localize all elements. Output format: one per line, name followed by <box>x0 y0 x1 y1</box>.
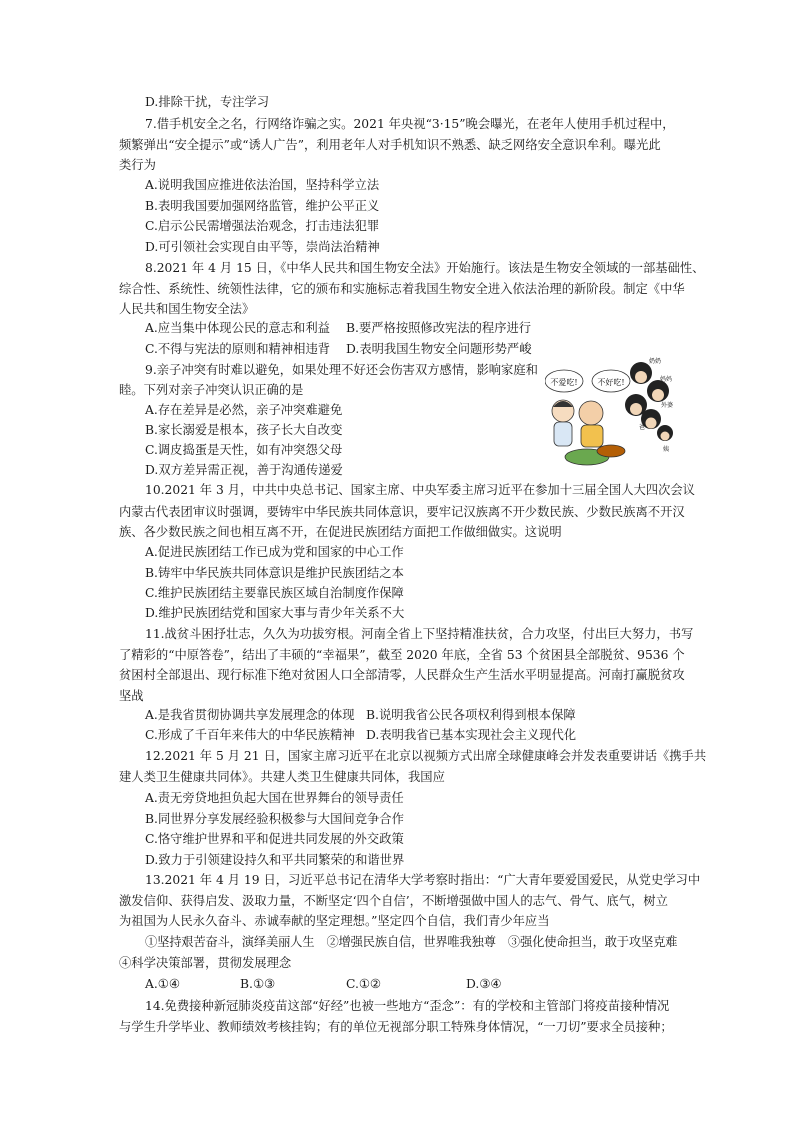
q7-option-b: B.表明我国要加强网络监管，维护公平正义 <box>145 199 380 213</box>
q12-option-a: A.责无旁贷地担负起大国在世界舞台的领导责任 <box>145 791 404 805</box>
q9-option-a: A.存在差异是必然，亲子冲突难避免 <box>145 403 343 417</box>
label-aunt: 姨 <box>663 446 670 453</box>
q10-stem-line: 10.2021 年 3 月，中共中央总书记、国家主席、中央军委主席习近平在参加十三届全国人大四次会议 <box>145 483 695 497</box>
q8-option-d: D.表明我国生物安全问题形势严峻 <box>346 342 532 356</box>
q10-option-d: D.维护民族团结党和国家大事与青少年关系不大 <box>145 606 405 620</box>
q9-option-b: B.家长溺爱是根本，孩子长大自改变 <box>145 423 343 437</box>
q7-stem-line: 7.借手机安全之名，行网络诈骗之实。2021 年央视“3·15”晚会曝光，在老年人使用手机过程中， <box>145 117 675 131</box>
q13-item-line: ①坚持艰苦奋斗，演绎美丽人生 ②增强民族自信，世界唯我独尊 ③强化使命担当，敢于攻坚克难 <box>145 935 678 949</box>
label-dad: 爸 <box>639 424 646 431</box>
q10-stem-line: 族、各少数民族之间也相互离不开，在促进民族团结方面把工作做细做实。这说明 <box>119 525 562 539</box>
q10-option-a: A.促进民族团结工作已成为党和国家的中心工作 <box>145 545 404 559</box>
q8-stem-line: 综合性、系统性、统领性法律，它的颁布和实施标志着我国生物安全进入依法治理的新阶段。制定《中华 <box>119 282 685 296</box>
q12-option-b: B.同世界分享发展经验积极参与大国间竞争合作 <box>145 812 404 826</box>
label-mom: 妈妈 <box>660 376 673 383</box>
q11-stem-line: 11.战贫斗困抒壮志，久久为功拔穷根。河南全省上下坚持精准扶贫，合力攻坚，付出巨大努力，书写 <box>145 627 694 641</box>
q11-option-a: A.是我省贯彻协调共享发展理念的体现 <box>145 708 355 722</box>
q12-stem-line: 建人类卫生健康共同体》。共建人类卫生健康共同体，我国应 <box>119 770 445 784</box>
q7-option-c: C.启示公民需增强法治观念，打击违法犯罪 <box>145 219 380 233</box>
q7-option-a: A.说明我国应推进依法治国，坚持科学立法 <box>145 178 380 192</box>
q8-stem-line: 8.2021 年 4 月 15 日，《中华人民共和国生物安全法》开始施行。该法是生物安全领域的一部基础性、 <box>145 261 705 275</box>
q11-stem-line: 坚战 <box>119 689 144 703</box>
q12-option-d: D.致力于引领建设持久和平共同繁荣的和谐世界 <box>145 853 405 867</box>
q8-option-a: A.应当集中体现公民的意志和利益 <box>145 321 330 335</box>
q12-option-c: C.恪守维护世界和平和促进共同发展的外交政策 <box>145 832 404 846</box>
q10-stem-line: 内蒙古代表团审议时强调，要铸牢中华民族共同体意识，要牢记汉族离不开少数民族、少数民族离不开汉 <box>119 505 685 519</box>
q12-stem-line: 12.2021 年 5 月 21 日，国家主席习近平在北京以视频方式出席全球健康峰会并发表重要讲话《携手共 <box>145 749 707 763</box>
q7-stem-line: 频繁弹出“安全提示”或“诱人广告”，利用老年人对手机知识不熟悉、缺乏网络安全意识牟利。曝光此 <box>119 138 661 152</box>
family-conflict-cartoon <box>545 355 673 471</box>
q11-option-b: B.说明我省公民各项权利得到根本保障 <box>366 708 576 722</box>
label-grandma-maternal: 外婆 <box>661 402 673 409</box>
q14-stem-line: 与学生升学毕业、教师绩效考核挂钩；有的单位无视部分职工特殊身体情况，“一刀切”要求全员接种； <box>119 1020 673 1034</box>
q13-stem-line: 13.2021 年 4 月 19 日，习近平总书记在清华大学考察时指出：“广大青年要爱国爱民，从党史学习中 <box>145 873 701 887</box>
speech-bubble-left-text: 不爱吃! <box>550 378 578 387</box>
q13-item-line: ④科学决策部署，贯彻发展理念 <box>119 956 292 970</box>
label-grandma: 奶奶 <box>649 358 662 365</box>
q8-option-b: B.要严格按照修改宪法的程序进行 <box>346 321 532 335</box>
q13-option-b: B.①③ <box>240 977 275 991</box>
q13-option-a: A.①④ <box>145 977 180 991</box>
q6-option-d: D.排除干扰，专注学习 <box>145 95 270 109</box>
child-left-figure <box>552 400 574 446</box>
q11-stem-line: 了精彩的“中原答卷”，结出了丰硕的“幸福果”，截至 2020 年底，全省 53 个贫困县全部脱贫、9536 个 <box>119 648 685 662</box>
q11-option-d: D.表明我省已基本实现社会主义现代化 <box>366 728 577 742</box>
q13-option-c: C.①② <box>346 977 381 991</box>
q9-option-d: D.双方差异需正视，善于沟通传递爱 <box>145 463 343 477</box>
q11-option-c: C.形成了千百年来伟大的中华民族精神 <box>145 728 355 742</box>
child-right-figure <box>579 401 603 447</box>
q9-stem-line: 9.亲子冲突有时难以避免，如果处理不好还会伤害双方感情，影响家庭和 <box>145 363 538 377</box>
q7-option-d: D.可引领社会实现自由平等，崇尚法治精神 <box>145 240 380 254</box>
q9-stem-line: 睦。下列对亲子冲突认识正确的是 <box>119 383 304 397</box>
q8-option-c: C.不得与宪法的原则和精神相违背 <box>145 342 331 356</box>
q10-option-c: C.维护民族团结主要靠民族区域自治制度作保障 <box>145 586 404 600</box>
q13-option-d: D.③④ <box>466 977 502 991</box>
q11-stem-line: 贫困村全部退出、现行标准下绝对贫困人口全部清零，人民群众生产生活水平明显提高。河南打赢脱贫攻 <box>119 668 685 682</box>
q14-stem-line: 14.免费接种新冠肺炎疫苗这部“好经”也被一些地方“歪念”：有的学校和主管部门将疫苗接种情况 <box>145 999 670 1013</box>
q9-option-c: C.调皮捣蛋是天性，如有冲突怨父母 <box>145 443 343 457</box>
q10-option-b: B.铸牢中华民族共同体意识是维护民族团结之本 <box>145 566 404 580</box>
q8-stem-line: 人民共和国生物安全法》 <box>119 302 255 316</box>
q13-stem-line: 为祖国为人民永久奋斗、赤诚奉献的坚定理想。”坚定四个自信，我们青少年应当 <box>119 914 550 928</box>
speech-bubble-right-text: 不好吃! <box>597 378 625 387</box>
meat-plate <box>597 445 625 457</box>
q7-stem-line: 类行为 <box>119 158 156 172</box>
q13-stem-line: 激发信仰、获得启发、汲取力量，不断坚定‘四个自信’，不断增强做中国人的志气、骨气、底气，树立 <box>119 894 668 908</box>
